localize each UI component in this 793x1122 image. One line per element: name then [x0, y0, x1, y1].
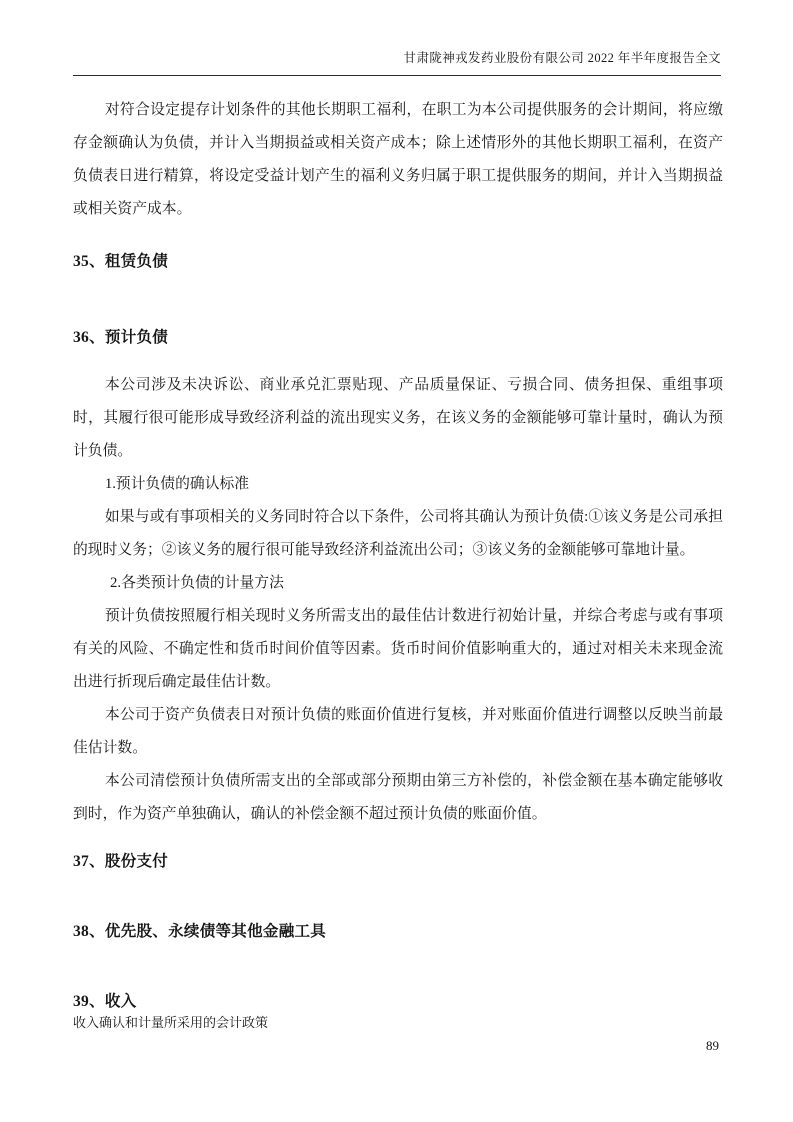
document-body: [73, 94, 723, 1033]
document-header: [73, 48, 721, 76]
heading-38-preferred-shares-perpetual-bonds: 38、优先股、永续债等其他金融工具: [73, 923, 327, 940]
item-measurement-methods-title: 2.各类预计负债的计量方法: [110, 575, 284, 591]
heading-35-lease-liabilities: 35、租赁负债: [73, 253, 169, 270]
paragraph-third-party-compensation: 本公司清偿预计负债所需支出的全部或部分预期由第三方补偿的，补偿金额在基本确定能够收到时，作为资产单独确认，确认的补偿金额不超过预计负债的账面价值。: [73, 773, 723, 822]
header-title: 甘肃陇神戎发药业股份有限公司 2022 年半年度报告全文: [403, 51, 721, 65]
heading-37-share-based-payment: 37、股份支付: [73, 853, 169, 870]
paragraph-balance-sheet-review: 本公司于资产负债表日对预计负债的账面价值进行复核，并对账面价值进行调整以反映当前最佳估计数。: [73, 707, 723, 756]
page-number: 89: [706, 1038, 719, 1053]
paragraph-estimated-liabilities-intro: 本公司涉及未决诉讼、商业承兑汇票贴现、产品质量保证、亏损合同、债务担保、重组事项时，其履行很可能形成导致经济利益的流出现实义务，在该义务的金额能够可靠计量时，确认为预计负债。: [73, 377, 723, 459]
paragraph-long-term-employee-benefits: 对符合设定提存计划条件的其他长期职工福利，在职工为本公司提供服务的会计期间，将应缴存金额确认为负债，并计入当期损益或相关资产成本；除上述情形外的其他长期职工福利，在资产负债表日进行精算，将设定受益计划产生的福利义务归属于职工提供服务的期间，并计入当期损益或相关资产成本。: [73, 102, 723, 217]
paragraph-measurement-methods: 预计负债按照履行相关现时义务所需支出的最佳估计数进行初始计量，并综合考虑与或有事项有关的风险、不确定性和货币时间价值等因素。货币时间价值影响重大的，通过对相关未来现金流出进行折现后确定最佳估计数。: [73, 608, 723, 690]
item-recognition-criteria-title: 1.预计负债的确认标准: [104, 476, 250, 492]
paragraph-recognition-criteria: 如果与或有事项相关的义务同时符合以下条件，公司将其确认为预计负债:①该义务是公司承担的现时义务；②该义务的履行很可能导致经济利益流出公司；③该义务的金额能够可靠地计量。: [73, 509, 723, 558]
heading-36-estimated-liabilities: 36、预计负债: [73, 329, 169, 346]
heading-39-revenue: 39、收入: [73, 993, 137, 1010]
note-revenue-recognition-policy: 收入确认和计量所采用的会计政策: [73, 1015, 269, 1030]
